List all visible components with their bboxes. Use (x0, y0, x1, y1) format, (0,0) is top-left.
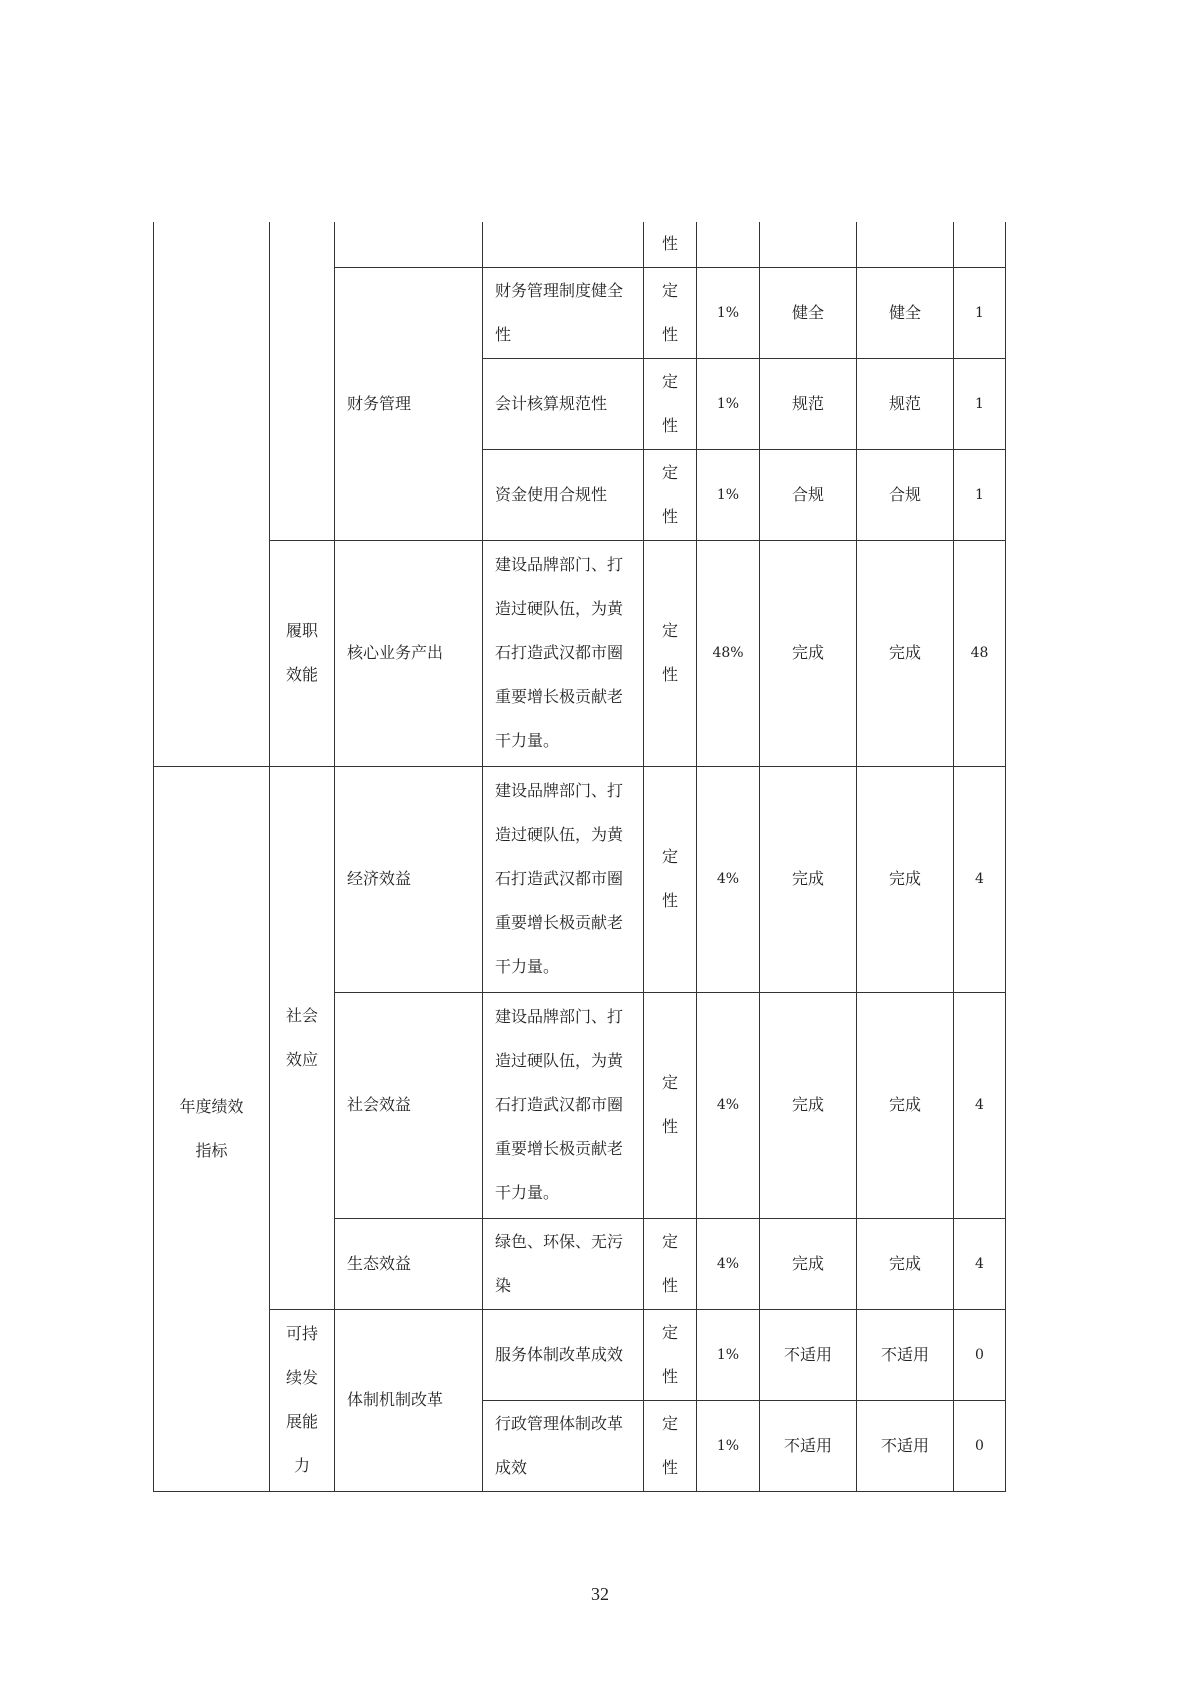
weight-cell: 48% (697, 540, 760, 766)
target-cell: 健全 (760, 267, 857, 358)
nature-cell: 定性 (644, 992, 697, 1218)
level4-cell: 建设品牌部门、打造过硬队伍，为黄石打造武汉都市圈重要增长极贡献老干力量。 (483, 540, 644, 766)
weight-cell: 1% (697, 358, 760, 449)
target-cell: 合规 (760, 449, 857, 540)
level2-cell-sustain: 可持续发展能力 (270, 1309, 335, 1491)
target-cell: 规范 (760, 358, 857, 449)
level3-cell: 核心业务产出 (335, 540, 483, 766)
target-cell: 完成 (760, 1218, 857, 1309)
actual-cell: 规范 (857, 358, 954, 449)
weight-cell: 1% (697, 1309, 760, 1400)
weight-cell: 4% (697, 766, 760, 992)
actual-cell: 完成 (857, 540, 954, 766)
weight-cell: 1% (697, 449, 760, 540)
performance-table (153, 222, 1006, 1492)
nature-cell: 定性 (644, 1400, 697, 1491)
nature-cell: 定性 (644, 358, 697, 449)
page-number: 32 (591, 1584, 609, 1604)
level3-cell: 体制机制改革 (335, 1309, 483, 1491)
nature-cell: 定性 (644, 766, 697, 992)
target-cell: 完成 (760, 766, 857, 992)
actual-cell: 不适用 (857, 1400, 954, 1491)
level4-cell: 行政管理体制改革成效 (483, 1400, 644, 1491)
nature-cell: 定性 (644, 1218, 697, 1309)
level4-cell: 建设品牌部门、打造过硬队伍，为黄石打造武汉都市圈重要增长极贡献老干力量。 (483, 766, 644, 992)
target-cell: 不适用 (760, 1309, 857, 1400)
level2-cell-duty: 履职效能 (270, 540, 335, 766)
weight-cell (697, 222, 760, 267)
level2-cell-continued (270, 222, 335, 540)
target-cell: 不适用 (760, 1400, 857, 1491)
level4-cell: 财务管理制度健全性 (483, 267, 644, 358)
score-cell: 1 (954, 449, 1006, 540)
weight-cell: 4% (697, 992, 760, 1218)
level4-cell: 绿色、环保、无污染 (483, 1218, 644, 1309)
nature-cell: 定性 (644, 449, 697, 540)
target-cell (760, 222, 857, 267)
score-cell: 0 (954, 1400, 1006, 1491)
nature-cell: 定性 (644, 540, 697, 766)
actual-cell (857, 222, 954, 267)
table-row (154, 1309, 1006, 1400)
level4-cell: 资金使用合规性 (483, 449, 644, 540)
nature-cell: 性 (644, 222, 697, 267)
weight-cell: 1% (697, 267, 760, 358)
weight-cell: 4% (697, 1218, 760, 1309)
level1-cell-annual: 年度绩效指标 (154, 766, 270, 1491)
actual-cell: 不适用 (857, 1309, 954, 1400)
level3-cell (335, 222, 483, 267)
nature-cell: 定性 (644, 267, 697, 358)
level3-cell: 经济效益 (335, 766, 483, 992)
level2-cell-social: 社会效应 (270, 766, 335, 1309)
score-cell: 1 (954, 267, 1006, 358)
actual-cell: 完成 (857, 766, 954, 992)
target-cell: 完成 (760, 540, 857, 766)
level3-cell: 生态效益 (335, 1218, 483, 1309)
table-row (154, 766, 1006, 992)
level4-cell: 建设品牌部门、打造过硬队伍，为黄石打造武汉都市圈重要增长极贡献老干力量。 (483, 992, 644, 1218)
level4-cell: 会计核算规范性 (483, 358, 644, 449)
level3-cell: 社会效益 (335, 992, 483, 1218)
actual-cell: 合规 (857, 449, 954, 540)
actual-cell: 完成 (857, 992, 954, 1218)
actual-cell: 健全 (857, 267, 954, 358)
level4-cell: 服务体制改革成效 (483, 1309, 644, 1400)
score-cell: 48 (954, 540, 1006, 766)
score-cell (954, 222, 1006, 267)
score-cell: 0 (954, 1309, 1006, 1400)
score-cell: 4 (954, 1218, 1006, 1309)
level4-cell (483, 222, 644, 267)
nature-cell: 定性 (644, 1309, 697, 1400)
level3-cell: 财务管理 (335, 267, 483, 540)
table-row (154, 222, 1006, 267)
table-row (154, 540, 1006, 766)
actual-cell: 完成 (857, 1218, 954, 1309)
score-cell: 4 (954, 766, 1006, 992)
weight-cell: 1% (697, 1400, 760, 1491)
level1-cell-continued (154, 222, 270, 766)
score-cell: 4 (954, 992, 1006, 1218)
target-cell: 完成 (760, 992, 857, 1218)
score-cell: 1 (954, 358, 1006, 449)
